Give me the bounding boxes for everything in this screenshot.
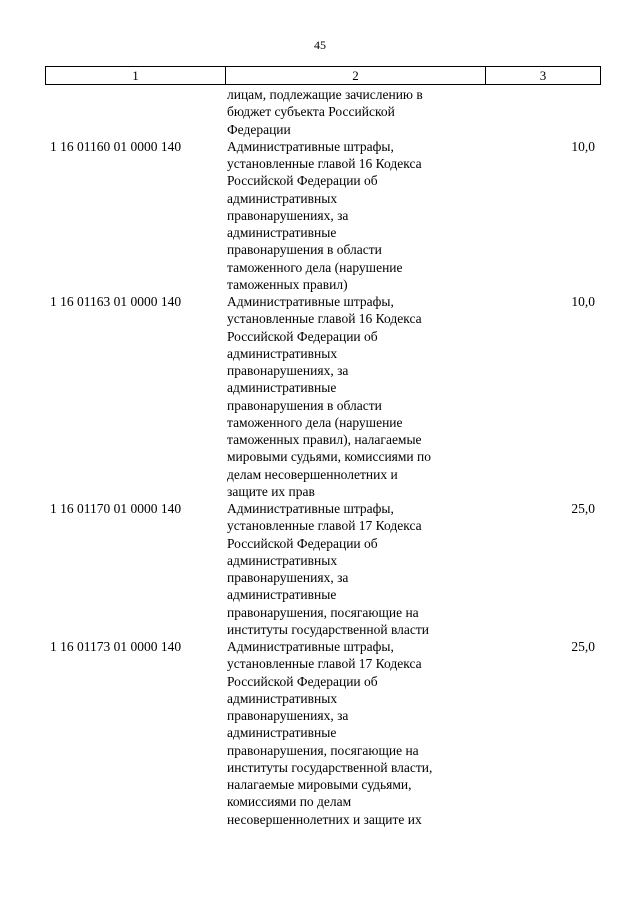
description-cell: [225, 500, 485, 638]
description-line: Административные штрафы,: [227, 138, 394, 154]
description-cell: [225, 638, 485, 828]
code-cell: 1 16 01163 01 0000 140: [50, 294, 182, 309]
description-line: административных: [227, 190, 338, 206]
description-line: административные: [227, 225, 337, 240]
description-line: установленные главой 16 Кодекса: [227, 311, 422, 327]
description-line: Административные штрафы,: [227, 639, 394, 654]
description-line: установленные главой 17 Кодекса: [227, 656, 422, 672]
code-cell: 1 16 01170 01 0000 140: [50, 501, 182, 516]
value-cell: 25,0: [571, 501, 595, 516]
description-line: лицам, подлежащие зачислению в: [227, 87, 423, 102]
description-line: правонарушения, посягающие на: [227, 604, 419, 620]
description-line: налагаемые мировыми судьями,: [227, 777, 412, 792]
table-row: [45, 638, 600, 828]
table-header: [45, 66, 601, 85]
description-line: институты государственной власти: [227, 621, 430, 637]
description-cell: [225, 86, 485, 138]
column-header-1: 1: [46, 67, 226, 85]
description-line: Российской Федерации об: [227, 535, 378, 551]
description-line: правонарушениях, за: [227, 207, 349, 223]
description-line: установленные главой 17 Кодекса: [227, 518, 422, 534]
description-line: административных: [227, 552, 338, 568]
description-line: комиссиями по делам: [227, 794, 352, 810]
column-header-2: 2: [226, 67, 486, 85]
description-line: институты государственной власти,: [227, 759, 433, 775]
description-line: Российской Федерации об: [227, 328, 378, 344]
value-cell: 10,0: [571, 138, 595, 154]
description-line: административных: [227, 345, 338, 361]
page-number: 45: [314, 38, 326, 52]
description-line: мировыми судьями, комиссиями по: [227, 449, 431, 465]
description-line: несовершеннолетних и защите их: [227, 811, 422, 827]
description-cell: [225, 138, 485, 293]
table-body: [45, 86, 600, 828]
description-line: Федерации: [227, 121, 291, 137]
description-line: таможенных правил): [227, 276, 348, 292]
description-line: административных: [227, 690, 338, 706]
description-line: правонарушения в области: [227, 397, 382, 413]
description-line: правонарушениях, за: [227, 708, 349, 723]
column-header-3: 3: [486, 67, 601, 85]
description-line: правонарушения, посягающие на: [227, 742, 419, 758]
description-line: защите их прав: [227, 483, 315, 499]
description-line: правонарушениях, за: [227, 570, 349, 585]
description-line: административные: [227, 725, 337, 741]
description-line: делам несовершеннолетних и: [227, 466, 398, 482]
description-line: таможенного дела (нарушение: [227, 259, 403, 275]
description-line: Российской Федерации об: [227, 173, 378, 189]
continuation-row: [45, 86, 600, 138]
description-line: Административные штрафы,: [227, 501, 394, 516]
value-cell: 25,0: [571, 639, 595, 654]
code-cell: 1 16 01173 01 0000 140: [50, 639, 182, 654]
description-line: административные: [227, 587, 337, 603]
description-line: установленные главой 16 Кодекса: [227, 156, 422, 171]
description-line: правонарушения в области: [227, 242, 382, 258]
description-line: правонарушениях, за: [227, 363, 349, 378]
description-line: бюджет субъекта Российской: [227, 104, 395, 120]
description-line: административные: [227, 380, 337, 396]
table-row: [45, 500, 600, 638]
description-line: Административные штрафы,: [227, 294, 394, 309]
table-row: [45, 138, 600, 293]
code-cell: 1 16 01160 01 0000 140: [50, 138, 182, 154]
description-line: таможенного дела (нарушение: [227, 414, 403, 430]
table-row: [45, 293, 600, 500]
value-cell: 10,0: [571, 294, 595, 309]
description-cell: [225, 293, 485, 500]
description-line: Российской Федерации об: [227, 673, 378, 689]
description-line: таможенных правил), налагаемые: [227, 432, 422, 447]
